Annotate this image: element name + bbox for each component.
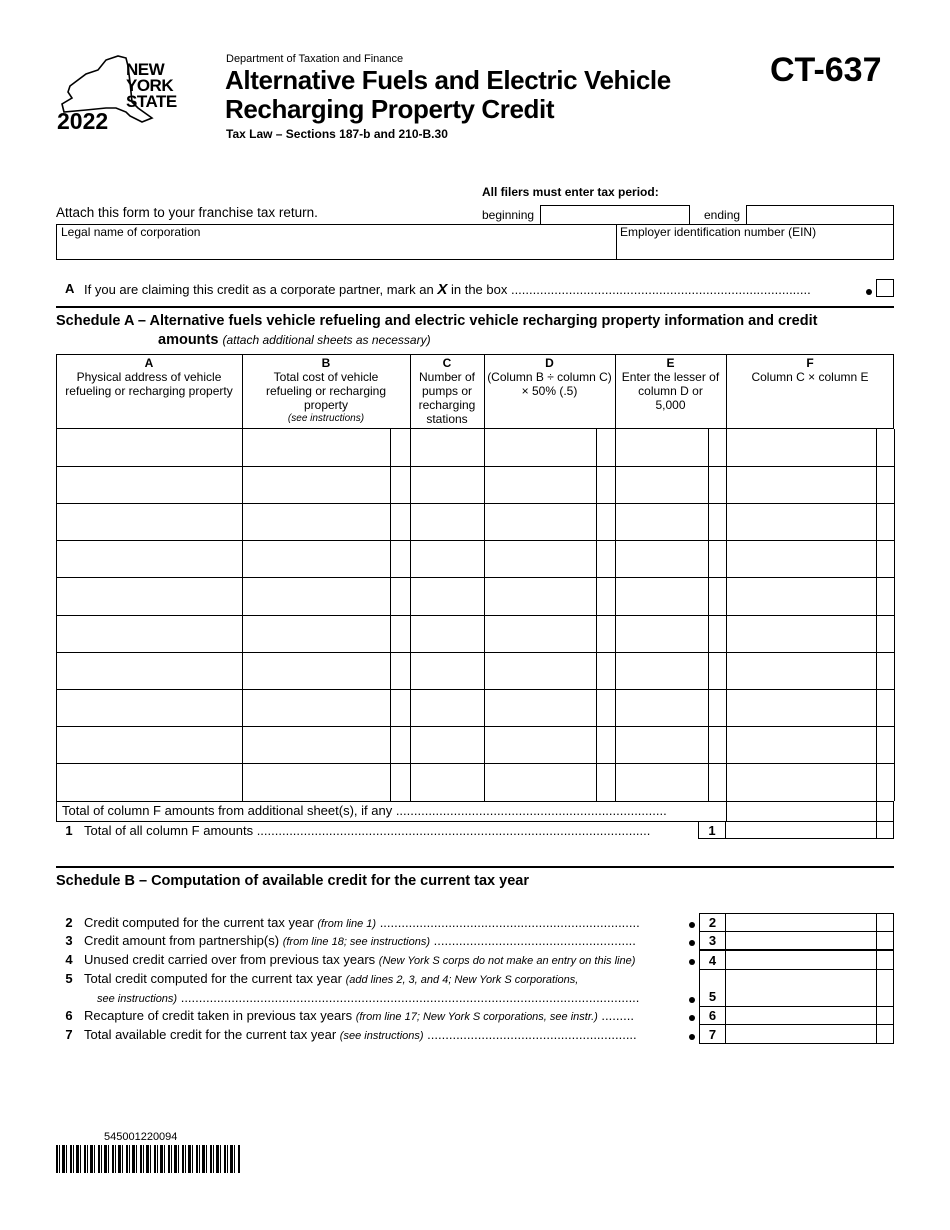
column-d-letter: D [545,356,554,370]
tax-law-reference: Tax Law – Sections 187-b and 210-B.30 [226,127,448,141]
form-number: CT-637 [770,51,882,89]
line-1-amount-field[interactable] [725,821,894,839]
line-5-label [84,971,686,986]
line-7-dots: .......................................................... [423,1027,637,1042]
additional-total-cents-sep [876,801,877,822]
column-c-line3: recharging [418,398,476,412]
column-c-line2: pumps or [421,384,473,398]
form-title-line1: Alternative Fuels and Electric Vehicle [225,65,671,95]
line-5-label-cont [97,990,686,1005]
schedule-b-title: Schedule B – Computation of available credit for the current tax year [56,873,529,889]
tax-period-label: All filers must enter tax period: [482,185,659,199]
barcode [56,1145,240,1173]
column-a-line1: Physical address of vehicle [76,370,222,384]
header-sep-ef [726,354,727,429]
line-5-cents-sep [876,969,877,1007]
line-6-note: (from line 17; New York S corporations, see instr.) [355,1011,598,1023]
column-f-header [726,356,894,384]
line-4-number: 4 [65,952,73,967]
header-sep-bc [410,354,411,429]
schedule-a-title-note: (attach additional sheets as necessary) [222,333,431,347]
table-row[interactable] [56,726,894,727]
line-3-amount-field[interactable] [725,931,894,950]
column-e-letter: E [666,356,675,370]
line-7-cents-sep [876,1024,877,1044]
line-7-bullet [689,1034,695,1040]
column-c-header [410,356,484,426]
line-6-text: Recapture of credit taken in previous tax years [84,1008,356,1023]
schedule-a-title-cont [158,332,431,348]
line-a-text-after: in the box ................................................................................... [447,282,811,297]
line-a-x-mark: X [437,281,448,298]
line-1-cents-sep [876,821,877,839]
line-2-amount-field[interactable] [725,913,894,932]
beginning-date-field[interactable] [540,205,690,225]
line-4-note: (New York S corps do not make an entry on this line) [378,955,636,967]
column-a-header [56,356,242,398]
schedule-b-divider [56,866,894,868]
table-row[interactable] [56,615,894,616]
line-7-amount-field[interactable] [725,1024,894,1044]
table-row[interactable] [56,466,894,467]
line-3-box-number: 3 [699,931,726,950]
table-row[interactable] [56,577,894,578]
header-sep-cd [484,354,485,429]
line-3-label [84,933,686,948]
legal-name-label: Legal name of corporation [61,225,201,239]
column-d-line1: (Column B ÷ column C) [487,370,612,384]
table-row[interactable] [56,689,894,690]
column-e-header [615,356,726,412]
line-5-note: (add lines 2, 3, and 4; New York S corporations, [345,974,579,986]
line-5-bullet [689,997,695,1003]
table-row[interactable] [56,763,894,764]
line-3-bullet [689,940,695,946]
column-b-line1: Total cost of vehicle [273,370,379,384]
line-3-dots: ........................................................ [430,933,636,948]
ending-date-field[interactable] [746,205,894,225]
column-a-letter: A [144,356,154,370]
line-2-bullet [689,922,695,928]
line-5-text: Total credit computed for the current tax year [84,971,346,986]
line-7-box-number: 7 [699,1024,726,1044]
line-4-label [84,952,686,967]
table-row[interactable] [56,503,894,504]
additional-row-left-border [56,801,57,821]
line-a-bullet [866,289,872,295]
line-5-amount-field[interactable] [725,969,894,1007]
line-3-number: 3 [65,933,73,948]
line-4-cents-sep [876,950,877,970]
line-6-number: 6 [65,1008,73,1023]
line-4-text: Unused credit carried over from previous tax years [84,952,379,967]
line-5-cont-dots: ............................................................................................................................... [177,990,640,1005]
line-2-note: (from line 1) [317,918,377,930]
column-d-header [484,356,615,398]
line-2-cents-sep [876,913,877,932]
column-b-line4: (see instructions) [287,413,365,424]
beginning-label: beginning [482,208,535,222]
column-e-line1: Enter the lesser of [621,370,720,384]
column-f-line1: Column C × column E [751,370,869,384]
column-d-line2: × 50% (.5) [521,384,578,398]
schedule-a-divider [56,306,894,308]
attach-instruction: Attach this form to your franchise tax return. [56,205,318,220]
additional-sheets-total-label: Total of column F amounts from additional sheet(s), if any ........................................................................... [62,803,667,818]
line-1-label: Total of all column F amounts ............................................................................................................. [84,823,651,838]
rows-right-border [894,429,895,801]
column-f-letter: F [806,356,814,370]
ending-label: ending [704,208,741,222]
line-7-note: (see instructions) [339,1030,424,1042]
department-name: Department of Taxation and Finance [226,53,404,65]
line-7-label [84,1027,686,1042]
column-b-letter: B [321,356,331,370]
line-7-text: Total available credit for the current tax year [84,1027,340,1042]
header-sep-de [615,354,616,429]
line-a-text [84,281,864,298]
line-4-amount-field[interactable] [725,950,894,970]
line-3-cents-sep [876,931,877,950]
column-c-line1: Number of [418,370,476,384]
line-1-number: 1 [65,823,73,838]
line-2-label [84,915,686,930]
line-2-dots: ........................................................................ [376,915,640,930]
state-logo-line1: NEW [126,60,165,79]
form-title-line2: Recharging Property Credit [225,94,555,124]
table-row[interactable] [56,540,894,541]
column-e-line3: 5,000 [655,398,686,412]
form-year: 2022 [57,108,109,134]
column-b-line2: refueling or recharging [265,384,387,398]
line-6-label [84,1008,686,1023]
line-6-amount-field[interactable] [725,1006,894,1025]
line-6-dots: ......... [597,1008,634,1023]
line-6-bullet [689,1015,695,1021]
line-2-text: Credit computed for the current tax year [84,915,318,930]
line-4-bullet [689,959,695,965]
line-7-number: 7 [65,1027,73,1042]
line-5-box-number: 5 [699,969,726,1007]
additional-sheets-total-field[interactable] [726,801,894,822]
line-4-box-number: 4 [699,950,726,970]
column-e-line2: column D or [638,384,703,398]
line-5-cont-note: see instructions) [97,993,178,1005]
line-3-note: (from line 18; see instructions) [282,936,431,948]
line-2-number: 2 [65,915,73,930]
line-6-cents-sep [876,1006,877,1025]
line-a-text-before: If you are claiming this credit as a corporate partner, mark an [84,282,438,297]
line-1-box-number: 1 [698,821,726,839]
ein-label: Employer identification number (EIN) [620,225,817,239]
table-row[interactable] [56,652,894,653]
line-a-letter: A [65,281,75,296]
line-3-text: Credit amount from partnership(s) [84,933,283,948]
column-b-line3: property [303,398,349,412]
line-2-box-number: 2 [699,913,726,932]
state-logo-line3: STATE [126,92,177,111]
additional-row-bottom [56,821,726,822]
corporate-partner-checkbox[interactable] [876,279,894,297]
column-a-line2: refueling or recharging property [65,384,233,398]
state-logo-line2: YORK [126,76,174,95]
column-c-letter: C [442,356,452,370]
barcode-number: 545001220094 [104,1131,178,1143]
column-c-line4: stations [426,412,468,426]
column-b-header [242,356,410,425]
line-5-number: 5 [65,971,73,986]
schedule-a-title: Schedule A – Alternative fuels vehicle refueling and electric vehicle recharging property information and credit [56,313,818,329]
line-6-box-number: 6 [699,1006,726,1025]
schedule-a-title-amounts: amounts [158,332,219,348]
header-sep-ab [242,354,243,429]
